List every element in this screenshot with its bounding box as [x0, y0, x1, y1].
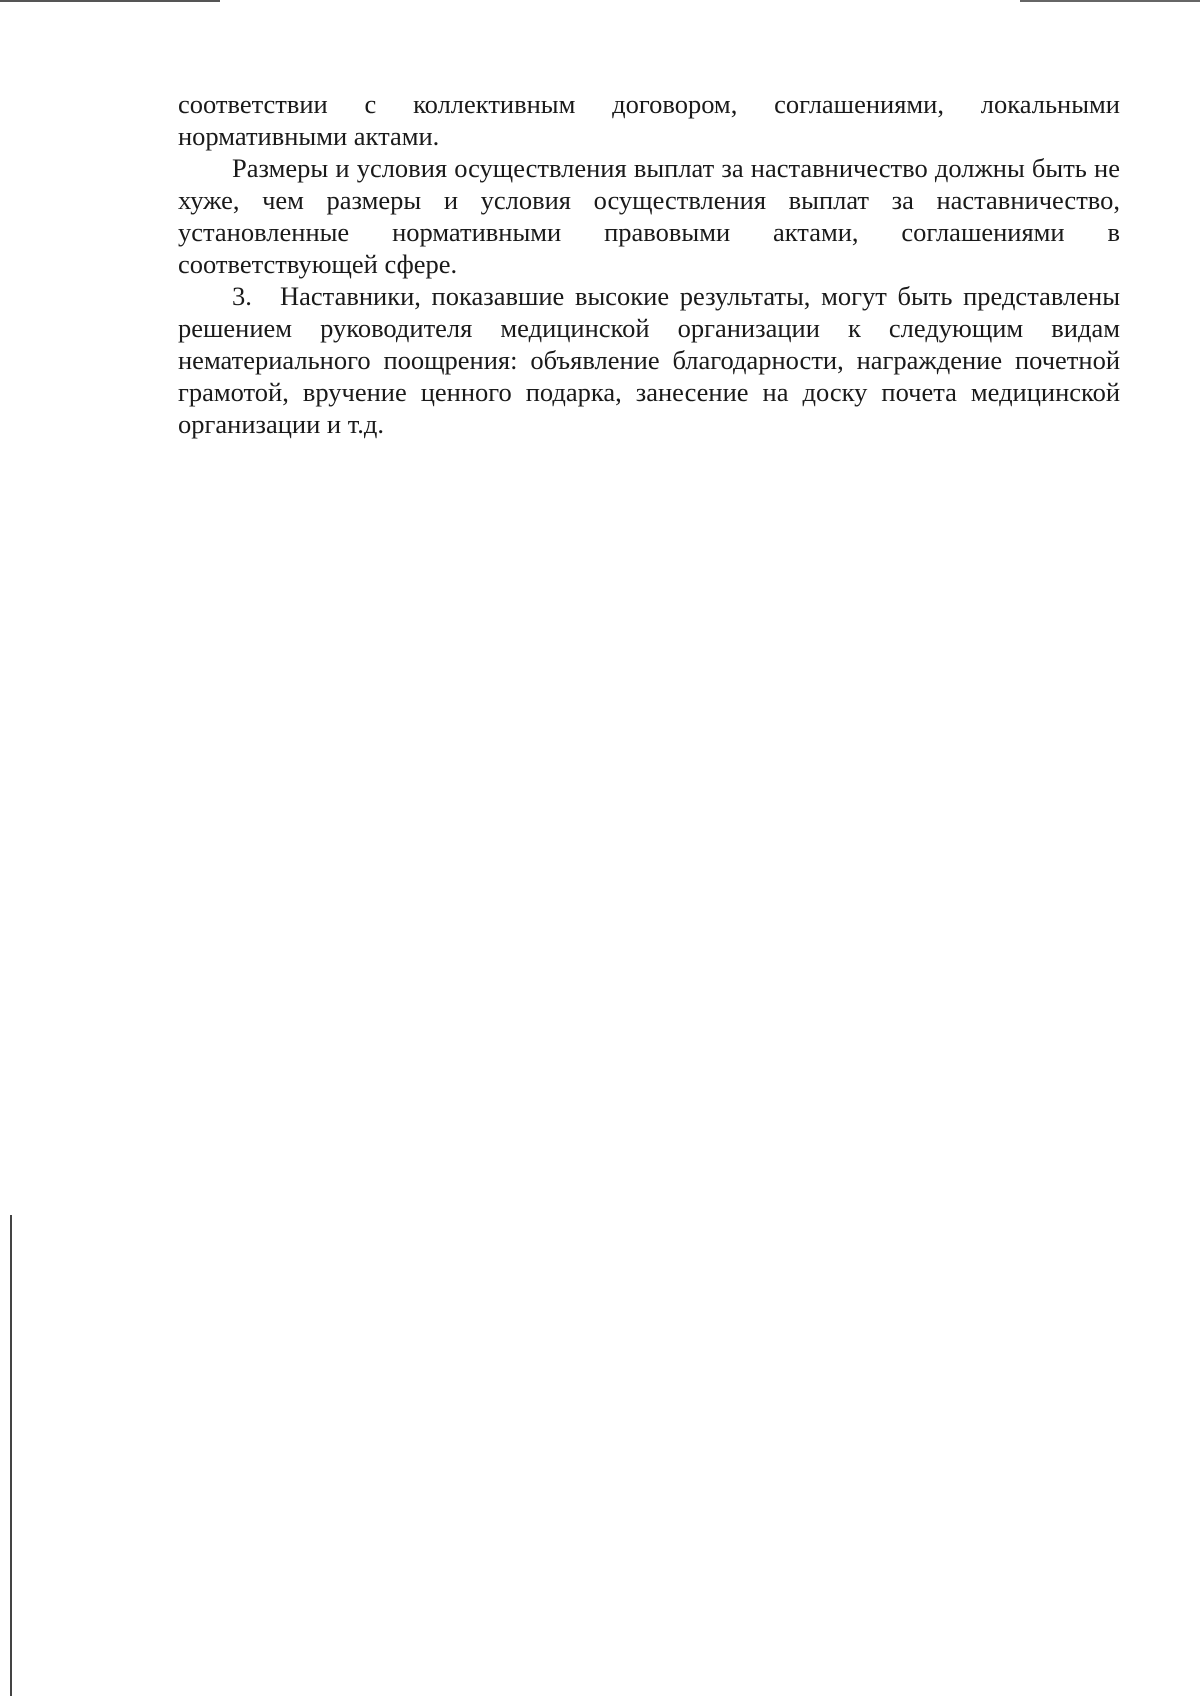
paragraph-text: соответствии с коллективным договором, соглашениями, локальными нормативными актами.	[178, 89, 1120, 151]
paragraph-item-3	[178, 280, 1120, 440]
document-body	[178, 88, 1120, 440]
paragraph-mentorship-payments	[178, 152, 1120, 280]
scan-edge-top-left	[0, 0, 220, 2]
scan-edge-left	[10, 1215, 12, 1696]
paragraph-text: Наставники, показавшие высокие результаты, могут быть представлены решением руководителя медицинской организации к следующим видам нематериального поощрения: объявление благодарности, награждение почетной грамотой, вручение ценного подарка, занесение на доску почета медицинской организации и т.д.	[178, 281, 1120, 439]
paragraph-continuation	[178, 88, 1120, 152]
scan-edge-top-right	[1020, 0, 1200, 2]
paragraph-number: 3.	[232, 281, 252, 311]
paragraph-text: Размеры и условия осуществления выплат за наставничество должны быть не хуже, чем размеры и условия осуществления выплат за наставничество, установленные нормативными правовыми актами, соглашениями в соответствующей сфере.	[178, 153, 1120, 279]
